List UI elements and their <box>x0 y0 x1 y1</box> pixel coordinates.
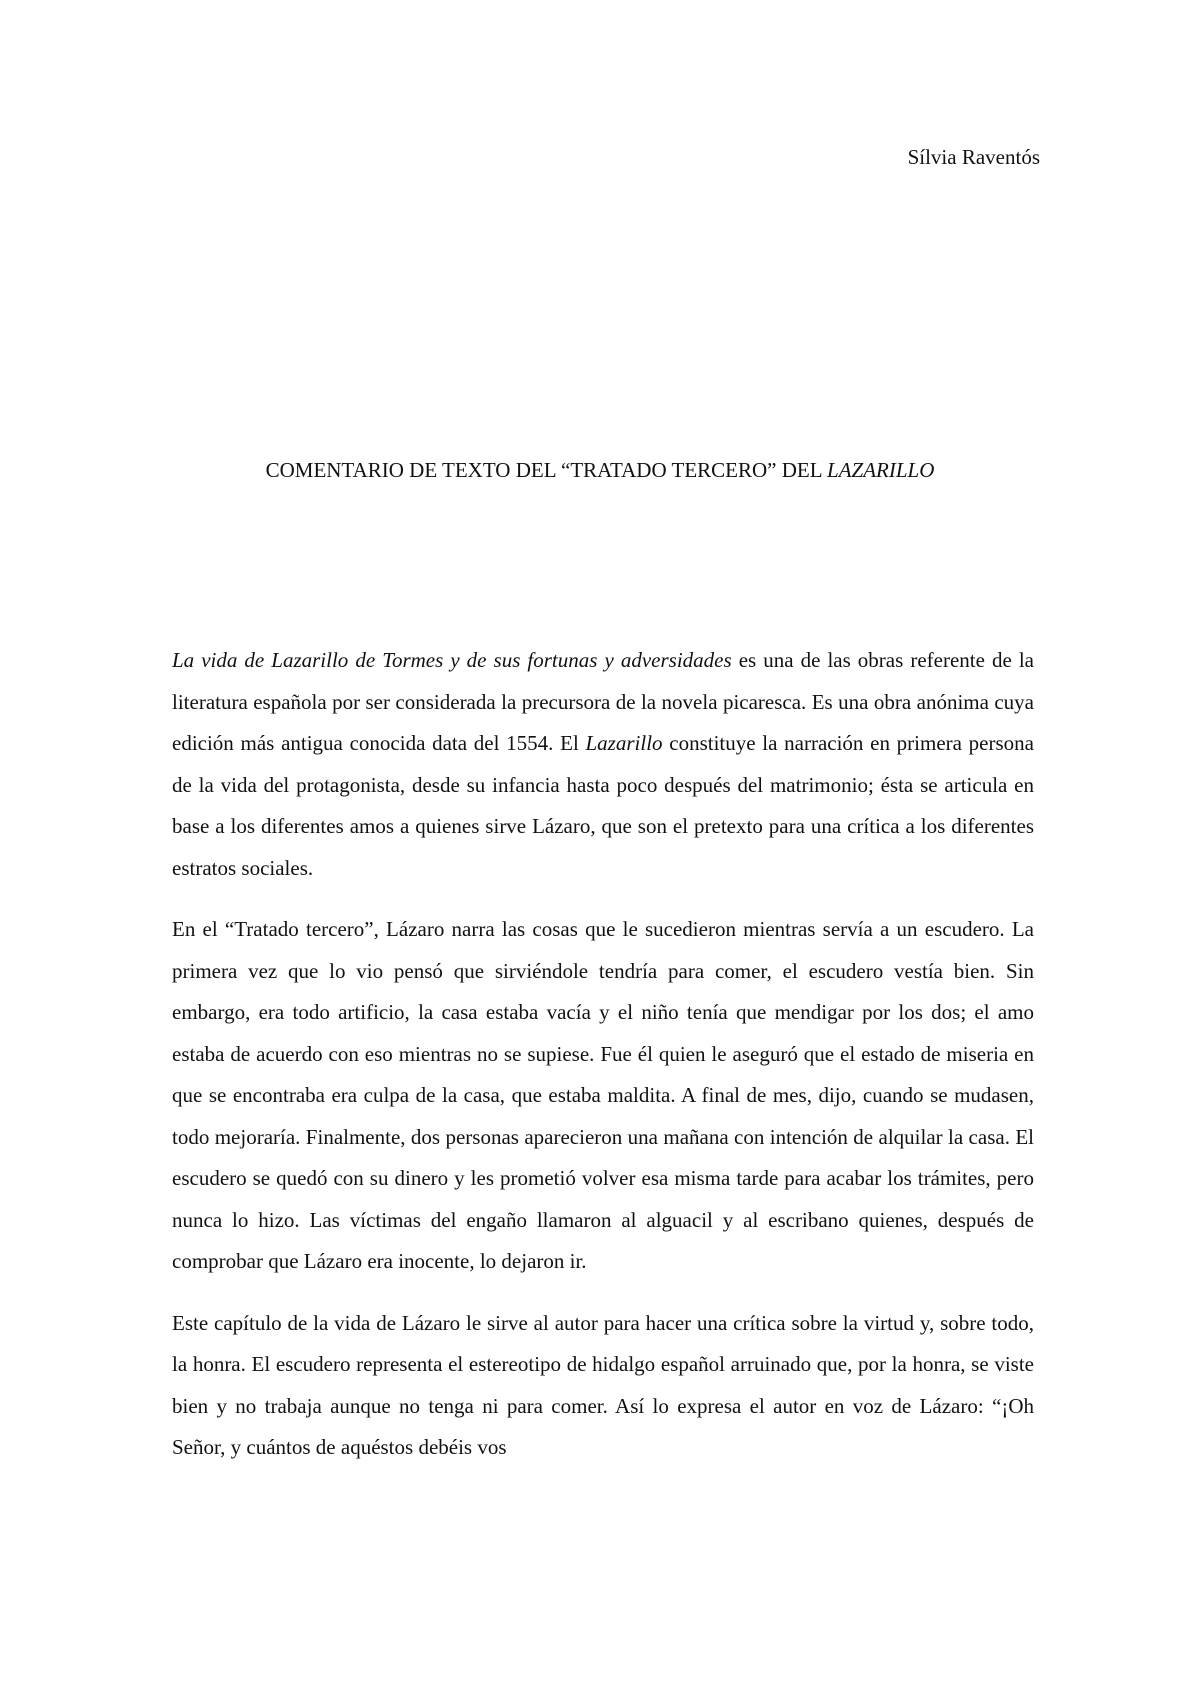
paragraph-summary: En el “Tratado tercero”, Lázaro narra las cosas que le sucedieron mientras servía a un escudero. La primera vez que lo vio pensó que sirviéndole tendría para comer, el escudero vestía bien. Sin embargo, era todo artificio, la casa estaba vacía y el niño tenía que mendigar por los dos; el amo estaba de acuerdo con eso mientras no se supiese. Fue él quien le aseguró que el estado de miseria en que se encontraba era culpa de la casa, que estaba maldita. A final de mes, dijo, cuando se mudasen, todo mejoraría. Finalmente, dos personas aparecieron una mañana con intención de alquilar la casa. El escudero se quedó con su dinero y les prometió volver esa misma tarde para acabar los trámites, pero nunca lo hizo. Las víctimas del engaño llamaron al alguacil y al escribano quienes, después de comprobar que Lázaro era inocente, lo dejaron ir. <box>172 917 1034 1273</box>
title-italic-text: LAZARILLO <box>827 458 935 482</box>
title-text: COMENTARIO DE TEXTO DEL “TRATADO TERCERO” DEL <box>265 458 828 482</box>
lazarillo-italic: Lazarillo <box>585 731 663 755</box>
work-title-italic: La vida de Lazarillo de Tormes y de sus fortunas y adversidades <box>172 648 732 672</box>
document-body <box>172 640 1034 1489</box>
paragraph-text: es una de las obras referente de la literatura española por ser considerada la precursora de la novela picaresca. Es una obra anónima cuya edición más antigua conocida data del 1554. El <box>172 648 1034 755</box>
paragraph-analysis: Este capítulo de la vida de Lázaro le sirve al autor para hacer una crítica sobre la virtud y, sobre todo, la honra. El escudero representa el estereotipo de hidalgo español arruinado que, por la honra, se viste bien y no trabaja aunque no tenga ni para comer. Así lo expresa el autor en voz de Lázaro: “¡Oh Señor, y cuántos de aquéstos debéis vos <box>172 1310 1034 1459</box>
paragraph-text: constituye la narración en primera persona de la vida del protagonista, desde su infancia hasta poco después del matrimonio; ésta se articula en base a los diferentes amos a quienes sirve Lázaro, que son el pretexto para una crítica a los diferentes estratos sociales. <box>172 731 1034 880</box>
author-name: Sílvia Raventós <box>907 145 1040 169</box>
document-title <box>0 456 1200 484</box>
paragraph-intro <box>172 640 1034 889</box>
